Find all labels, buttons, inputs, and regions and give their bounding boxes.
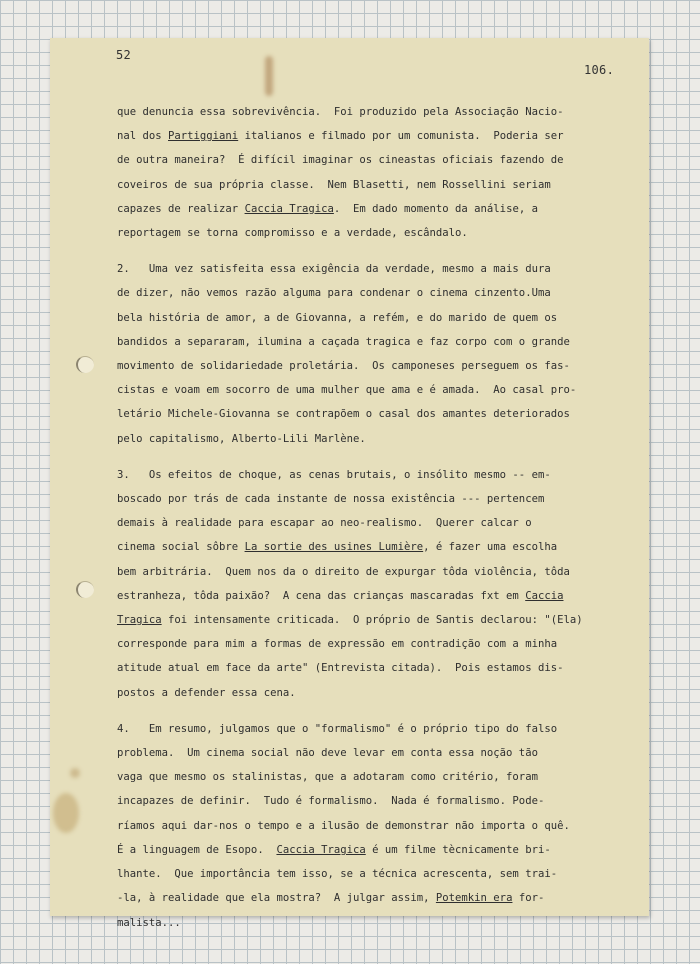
text-line [117,281,627,305]
text-segment: É a linguagem de Esopo. [117,843,277,856]
text-segment: de dizer, não vemos razão alguma para condenar o cinema cinzento.Uma [117,287,551,300]
text-line [117,124,627,148]
text-segment: ríamos aqui dar-nos o tempo e a ilusão de demonstrar não importa o quê. [117,819,570,832]
text-line [117,608,627,632]
age-stain [70,768,80,778]
punch-hole [76,581,94,598]
text-segment: movimento de solidariedade proletária. Os camponeses perseguem os fas- [117,360,570,373]
text-line [117,173,627,197]
text-segment: italianos e filmado por um comunista. Poderia ser [238,130,564,143]
text-line [117,560,627,584]
underlined-title: Partiggiani [168,130,239,143]
document-body [117,100,627,947]
text-line [117,511,627,535]
text-segment: nal dos [117,130,169,143]
text-segment: , é fazer uma escolha [423,541,558,554]
text-segment: reportagem se torna compromisso e a verdade, escândalo. [117,227,468,240]
text-segment: coveiros de sua própria classe. Nem Blasetti, nem Rossellini seriam [117,178,551,191]
text-segment: problema. Um cinema social não deve levar em conta essa noção tão [117,747,538,760]
punch-hole [76,356,94,373]
text-line [117,789,627,813]
text-line [117,717,627,741]
underlined-title: Caccia Tragica [276,843,366,856]
text-line [117,632,627,656]
text-segment: malista... [117,916,181,929]
text-line [117,487,627,511]
underlined-title: Tragica [117,614,162,627]
text-segment: cinema social sôbre [117,541,245,554]
underlined-title: La sortie des usines Lumière [244,541,424,554]
text-segment: é um filme tècnicamente bri- [365,843,551,856]
text-line [117,148,627,172]
text-segment: lhante. Que importância tem isso, se a técnica acrescenta, sem trai- [117,868,558,881]
page-number-right: 106. [584,63,615,77]
text-segment: capazes de realizar [117,202,245,215]
text-line [117,427,627,451]
text-segment: bandidos a separaram, ilumina a caçada tragica e faz corpo com o grande [117,335,570,348]
text-line [117,306,627,330]
text-line [117,911,627,935]
text-segment: cistas e voam em socorro de uma mulher que ama e é amada. Ao casal pro- [117,384,577,397]
text-line [117,257,627,281]
text-line [117,330,627,354]
text-line [117,838,627,862]
text-segment: corresponde para mim a formas de expressão em contradição com a minha [117,638,558,651]
text-line [117,402,627,426]
underlined-title: Potemkin era [435,892,513,905]
underlined-title: Caccia [525,589,564,602]
paragraph [117,257,627,451]
text-line [117,765,627,789]
text-segment: estranheza, tôda paixão? A cena das crianças mascaradas fxt em [117,589,526,602]
text-line [117,814,627,838]
text-line [117,681,627,705]
text-segment: 2. Uma vez satisfeita essa exigência da verdade, mesmo a mais dura [117,263,551,276]
text-segment: vaga que mesmo os stalinistas, que a adotaram como critério, foram [117,771,538,784]
text-segment: pelo capitalismo, Alberto-Lili Marlène. [117,432,366,445]
text-line [117,463,627,487]
paragraph [117,463,627,705]
text-line [117,862,627,886]
text-segment: demais à realidade para escapar ao neo-realismo. Querer calcar o [117,517,532,530]
text-line [117,741,627,765]
ink-stain [265,56,273,96]
text-segment: 3. Os efeitos de choque, as cenas brutais, o insólito mesmo -- em- [117,468,551,481]
text-segment: que denuncia essa sobrevivência. Foi produzido pela Associação Nacio- [117,106,564,118]
text-line [117,221,627,245]
text-segment: incapazes de definir. Tudo é formalismo. Nada é formalismo. Pode- [117,795,545,808]
text-segment: boscado por trás de cada instante de nossa existência --- pertencem [117,493,545,506]
underlined-title: Caccia Tragica [244,202,334,215]
age-stain [53,793,79,833]
typed-page [50,38,649,929]
text-line [117,197,627,221]
text-segment: atitude atual em face da arte" (Entrevista citada). Pois estamos dis- [117,662,564,675]
text-segment: postos a defender essa cena. [117,686,296,699]
text-segment: 4. Em resumo, julgamos que o "formalismo" é o próprio tipo do falso [117,722,558,735]
text-segment: for- [512,892,545,905]
paragraph [117,717,627,935]
text-line [117,354,627,378]
text-line [117,535,627,559]
text-segment: bem arbitrária. Quem nos da o direito de expurgar tôda violência, tôda [117,565,570,578]
paragraph [117,100,627,245]
text-segment: . Em dado momento da análise, a [333,202,538,215]
text-segment: de outra maneira? É difícil imaginar os cineastas oficiais fazendo de [117,154,564,167]
text-segment: foi intensamente criticada. O próprio de Santis declarou: "(Ela) [161,614,583,627]
text-line [117,584,627,608]
text-segment: bela história de amor, a de Giovanna, a refém, e do marido de quem os [117,311,558,324]
text-line [117,886,627,910]
text-segment: -la, à realidade que ela mostra? A julgar assim, [117,892,436,905]
text-line [117,100,627,124]
page-number-left: 52 [116,48,132,62]
text-line [117,378,627,402]
text-line [117,656,627,680]
text-segment: letário Michele-Giovanna se contrapõem o casal dos amantes deteriorados [117,408,570,421]
